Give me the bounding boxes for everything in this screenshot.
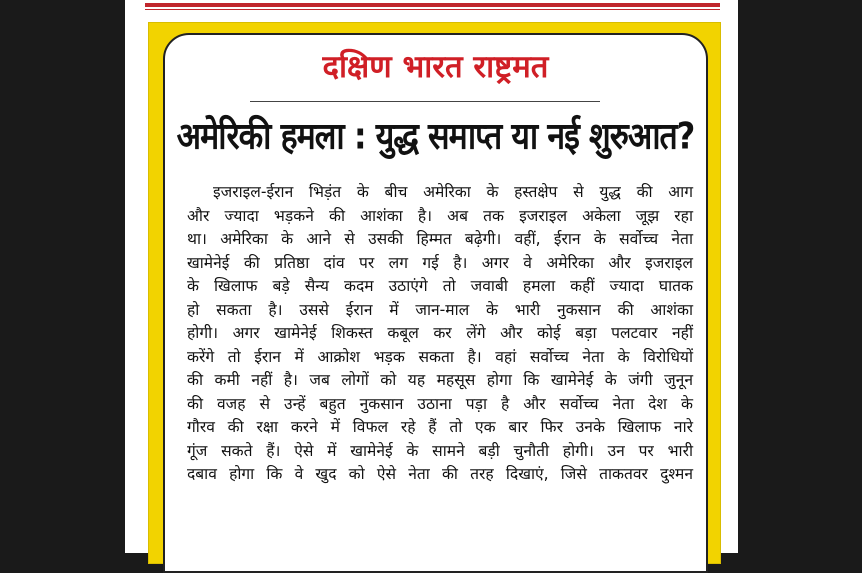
editorial-card [163,33,708,573]
body-line: दबाव होगा कि वे खुद को ऐसे नेता की तरह दिखाएं, जिसे ताकतवर दुश्मन [187,465,693,483]
body-line: गौरव की रक्षा करने में विफल रहे हैं तो एक बार फिर उनके खिलाफ नारे [187,418,693,436]
body-line: होगी। अगर खामेनेई शिकस्त कबूल कर लेंगे और कोई बड़ा पलटवार नहीं [187,324,693,342]
body-line: गूंज सकते हैं। ऐसे में खामेनेई के सामने बड़ी चुनौती होगी। उन पर भारी [187,441,693,460]
body-line: हो सकता है। उससे ईरान में जान-माल के भारी नुकसान की आशंका [187,300,693,319]
body-line: की कमी नहीं है। जब लोगों को यह महसूस होगा कि खामेनेई के जंगी जुनून [187,371,693,389]
body-line: और ज्यादा भड़कने की आशंका है। अब तक इजराइल अकेला जूझ रहा [187,206,693,225]
top-red-rule-thin [145,9,720,10]
body-line: करेंगे तो ईरान में आक्रोश भड़क सकता है। वहां सर्वोच्च नेता के विरोधियों [187,347,693,366]
body-line: इजराइल-ईरान भिड़ंत के बीच अमेरिका के हस्तक्षेप से युद्ध की आग [213,183,693,201]
masthead-underline [250,101,600,102]
top-red-rule [145,3,720,7]
masthead-title: दक्षिण भारत राष्ट्रमत [322,49,549,85]
body-line: था। अमेरिका के आने से उसकी हिम्मत बढ़ेगी। वहीं, ईरान के सर्वोच्च नेता [187,230,693,248]
body-line: के खिलाफ बड़े सैन्य कदम उठाएंगे तो जवाबी हमला कहीं ज्यादा घातक [187,277,693,295]
editorial-headline: अमेरिकी हमला : युद्ध समाप्त या नई शुरुआत? [176,114,695,158]
body-line: खामेनेई की प्रतिष्ठा दांव पर लग गई है। अगर वे अमेरिका और इजराइल [187,253,693,272]
editorial-body [187,181,693,487]
body-line: की वजह से उन्हें बहुत नुकसान उठाना पड़ा है और सर्वोच्च नेता देश के [187,394,693,413]
